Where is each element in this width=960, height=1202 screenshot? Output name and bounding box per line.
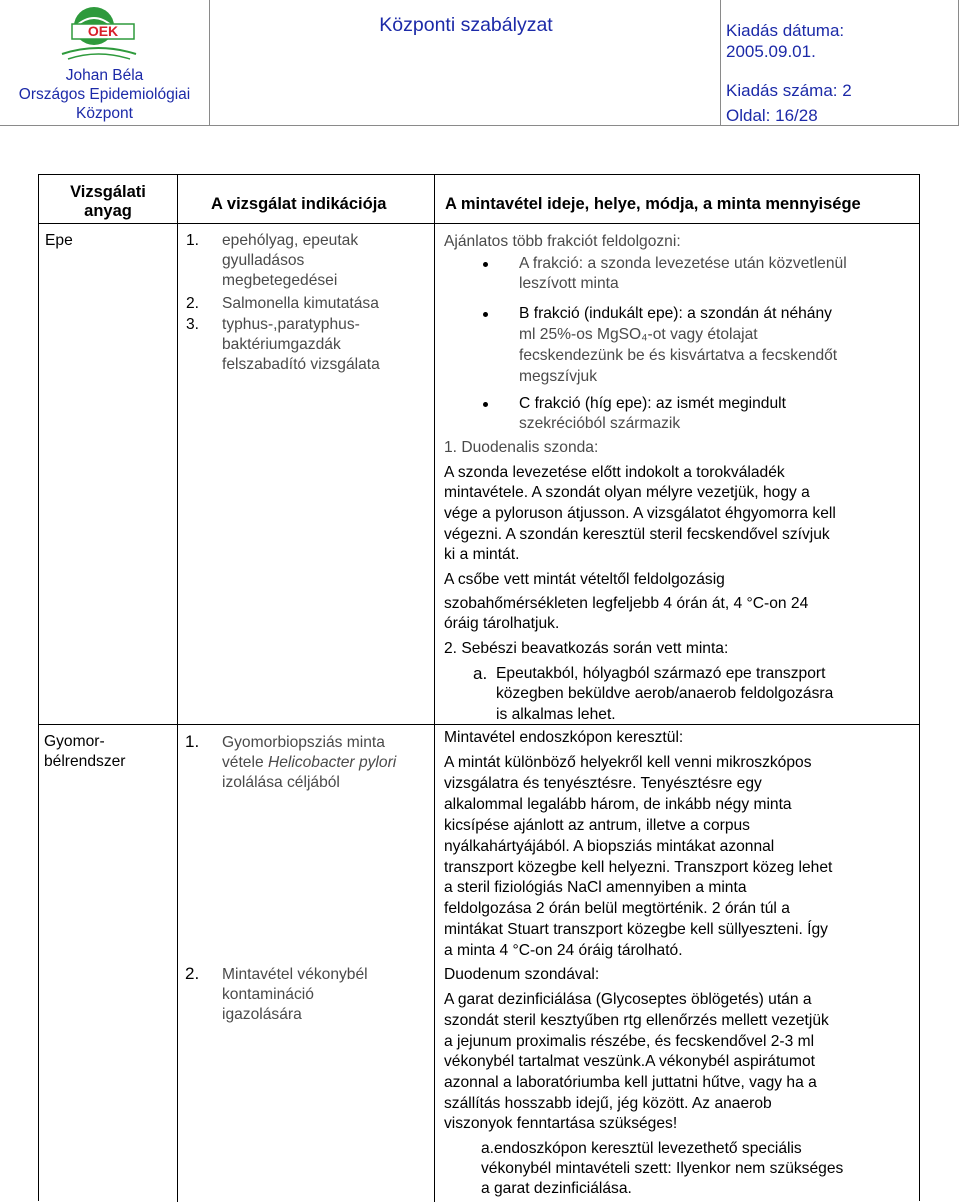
endoscopy-line: feldolgozása 2 órán belül megtörténik. 2 órán túl a [444, 900, 790, 917]
duodenum-item-line: a garat dezinficiálása. [481, 1180, 632, 1197]
duodenum-line: A garat dezinficiálása (Glycoseptes öblögetés) után a [444, 991, 812, 1008]
indication-number: 1. [185, 732, 200, 751]
column-divider [177, 175, 178, 1202]
header-divider [209, 0, 210, 126]
indication-line: felszabadító vizsgálata [222, 356, 380, 373]
bullet-line: leszívott minta [519, 275, 619, 292]
endoscopy-line: nyálkahártyájából. A biopsziás mintákat azonnal [444, 838, 775, 855]
duodenum-line: a jejunum proximalis részébe, és fecskendővel 2-3 ml [444, 1033, 815, 1050]
surgical-item-line: Epeutakból, hólyagból származó epe transzport [496, 665, 826, 682]
endoscopy-line: kicsípése ajánlott az antrum, illetve a corpus [444, 817, 750, 834]
duodenal-line: vége a pyloruson átjusson. A vizsgálatot éhgyomorra kell [444, 505, 836, 522]
endoscopy-line: alkalommal legalább három, de inkább négy minta [444, 796, 792, 813]
duodenum-line: viszonyok fenntartása szükséges! [444, 1115, 678, 1132]
logo-text: OEK [87, 23, 119, 39]
header-material: Vizsgálati [70, 183, 146, 201]
issue-date-label: Kiadás dátuma: [726, 21, 845, 40]
indication-line: Salmonella kimutatása [222, 295, 379, 312]
indication-number: 2. [185, 964, 200, 983]
page-number: Oldal: 16/28 [726, 106, 818, 125]
surgical-item-line: közegben beküldve aerob/anaerob feldolgozásra [496, 685, 834, 702]
issue-date: 2005.09.01. [726, 42, 816, 61]
bullet-line: szekrécióból származik [519, 415, 681, 432]
duodenum-line: szondát steril kesztyűben rtg ellenőrzés mellett vezetjük [444, 1012, 829, 1029]
indication-line: Mintavétel vékonybél [222, 966, 368, 983]
indication-line: kontamináció [222, 986, 314, 1003]
endoscopy-line: a steril fiziológiás NaCl amennyiben a minta [444, 879, 747, 896]
duodenal-line: végezni. A szondán keresztül steril fecskendővel szívjuk [444, 526, 830, 543]
bullet-line: A frakció: a szonda levezetése után közvetlenül [519, 255, 847, 272]
endoscopy-line: a minta 4 °C-on 24 óráig tárolható. [444, 942, 683, 959]
indication-line: igazolására [222, 1006, 302, 1023]
duodenum-line: azonnal a laboratóriumba kell juttatni hűtve, vagy ha a [444, 1074, 817, 1091]
institution-line: Országos Epidemiológiai [18, 86, 191, 103]
storage-line: A csőbe vett mintát vételtől feldolgozásig [444, 571, 725, 588]
storage-line: óráig tárolhatjuk. [444, 615, 560, 632]
indication-number: 3. [186, 316, 200, 333]
indication-line: Gyomorbiopsziás minta [222, 734, 385, 751]
indication-line: typhus-,paratyphus- [222, 316, 360, 333]
indication-number: 2. [186, 295, 200, 312]
oek-logo [58, 4, 140, 62]
surgical-item-letter: a. [473, 664, 488, 683]
endoscopy-line: transzport közegbe kell helyezni. Transzport közeg lehet [444, 859, 833, 876]
endoscopy-line: vizsgálatra és tenyésztésre. Tenyésztésre egy [444, 775, 762, 792]
indication-number: 1. [186, 232, 200, 249]
column-divider [434, 175, 435, 1202]
document-header [0, 0, 959, 126]
indication-line: baktériumgazdák [222, 336, 341, 353]
surgical-title: 2. Sebészi beavatkozás során vett minta: [444, 640, 729, 657]
indication-line: megbetegedései [222, 272, 338, 289]
header-sampling: A mintavétel ideje, helye, módja, a minta mennyisége [445, 195, 861, 213]
indication-line: vétele Helicobacter pylori [222, 754, 397, 771]
duodenal-line: A szonda levezetése előtt indokolt a torokváladék [444, 464, 785, 481]
duodenum-title: Duodenum szondával: [444, 966, 600, 983]
institution-line: Központ [76, 105, 133, 122]
header-divider [720, 0, 721, 126]
duodenal-line: mintavétele. A szondát olyan mélyre vezetjük, hogy a [444, 484, 810, 501]
duodenum-item-line: vékonybél mintavételi szett: Ilyenkor nem szükséges [481, 1160, 844, 1177]
material-cell: Gyomor- [44, 733, 105, 750]
duodenum-item-line: a.endoszkópon keresztül levezethető speciális [481, 1140, 802, 1157]
header-material: anyag [84, 202, 132, 220]
storage-line: szobahőmérsékleten legfeljebb 4 órán át, 4 °C-on 24 [444, 595, 809, 612]
duodenum-line: vékonybél tartalmat veszünk.A vékonybél aspirátumot [444, 1053, 815, 1070]
bullet-line: C frakció (híg epe): az ismét megindult [519, 395, 786, 412]
header-indication: A vizsgálat indikációja [211, 195, 387, 213]
indication-line: izolálása céljából [222, 774, 340, 791]
bullet [483, 402, 488, 407]
issue-number: Kiadás száma: 2 [726, 81, 852, 100]
bullet-line: fecskendezünk be és kisvártatva a fecskendőt [519, 347, 838, 364]
material-cell: Epe [45, 232, 73, 249]
institution-line: Johan Béla [65, 67, 144, 84]
material-cell: bélrendszer [44, 753, 126, 770]
sampling-table [38, 174, 920, 1201]
duodenal-line: ki a mintát. [444, 546, 520, 563]
bullet [483, 312, 488, 317]
endoscopy-line: A mintát különböző helyekről kell venni mikroszkópos [444, 754, 812, 771]
document-title: Központi szabályzat [379, 14, 553, 36]
bullet [483, 262, 488, 267]
endoscopy-title: Mintavétel endoszkópon keresztül: [444, 729, 684, 746]
bullet-line: ml 25%-os MgSO₄-ot vagy étolajat [519, 326, 758, 343]
row-divider [39, 724, 919, 725]
surgical-item-line: is alkalmas lehet. [496, 706, 616, 723]
header-row-divider [39, 223, 919, 224]
indication-line: gyulladásos [222, 252, 305, 269]
indication-line: epehólyag, epeutak [222, 232, 359, 249]
bullet-line: B frakció (indukált epe): a szondán át néhány [519, 305, 832, 322]
sampling-intro: Ajánlatos több frakciót feldolgozni: [444, 233, 681, 250]
duodenum-line: szállítás hosszabb idejű, jég között. Az anaerob [444, 1095, 772, 1112]
organism-name: Helicobacter pylori [267, 754, 397, 771]
endoscopy-line: mintákat Stuart transzport közegbe kell süllyeszteni. Így [444, 921, 828, 938]
duodenal-title: 1. Duodenalis szonda: [444, 439, 599, 456]
bullet-line: megszívjuk [519, 368, 597, 385]
